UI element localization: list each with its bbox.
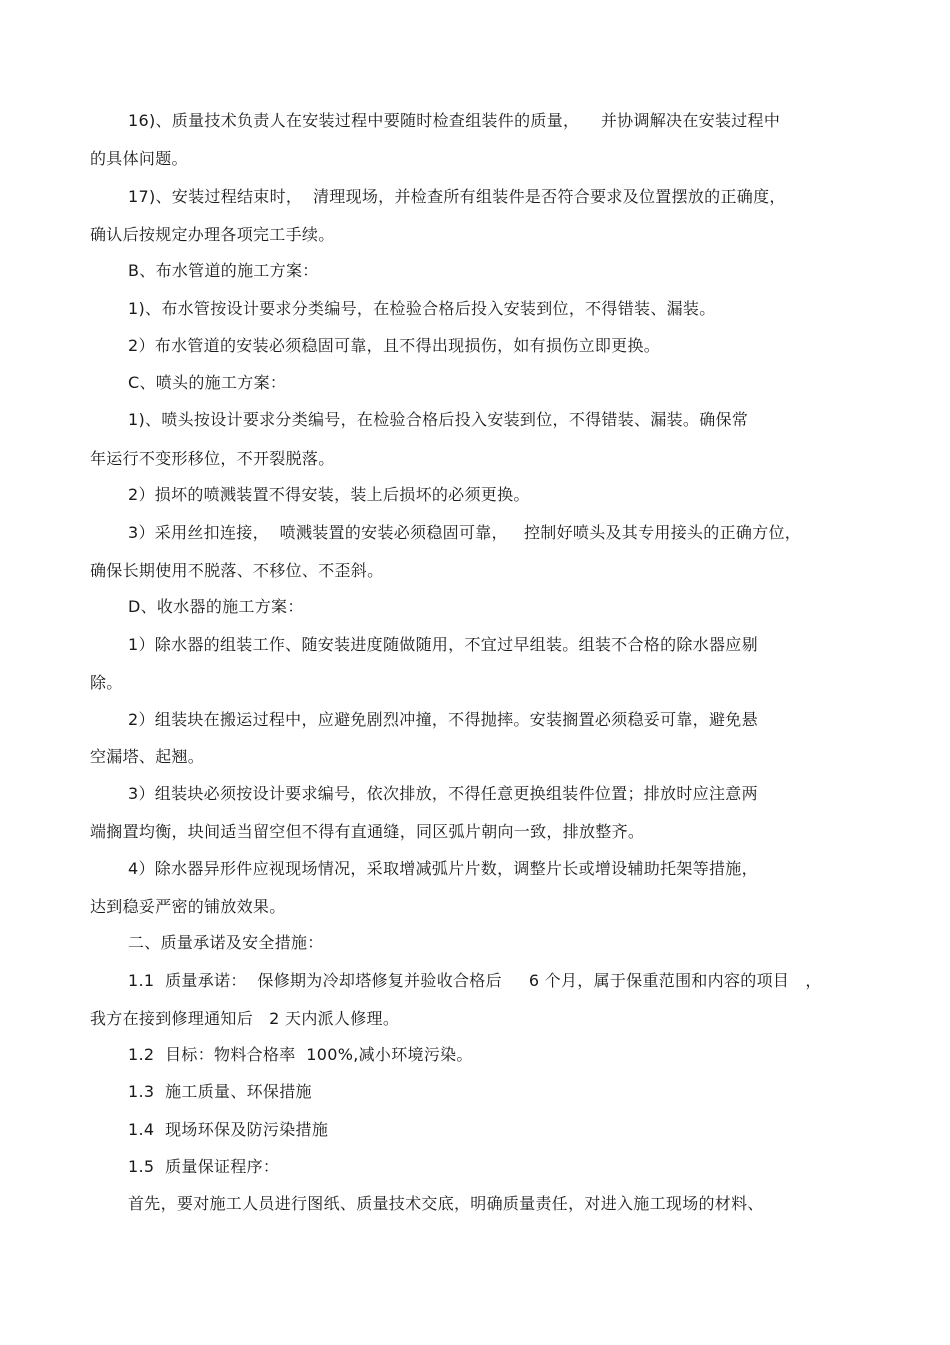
section-heading: D、收水器的施工方案： bbox=[128, 597, 304, 616]
paragraph-line: 我方在接到修理通知后 2 天内派人修理。 bbox=[90, 1009, 400, 1028]
paragraph-line: 1)、喷头按设计要求分类编号，在检验合格后投入安装到位，不得错装、漏装。确保常 bbox=[128, 410, 749, 429]
paragraph-line: 确保长期使用不脱落、不移位、不歪斜。 bbox=[90, 561, 384, 580]
paragraph-line: 1.1 质量承诺： 保修期为冷却塔修复并验收合格后 6 个月，属于保重范围和内容的项目 ， bbox=[128, 971, 822, 990]
paragraph-line: 3）采用丝扣连接， 喷溅装置的安装必须稳固可靠， 控制好喷头及其专用接头的正确方位， bbox=[128, 523, 802, 542]
section-heading: B、布水管道的施工方案： bbox=[128, 261, 319, 280]
paragraph-line: 确认后按规定办理各项完工手续。 bbox=[90, 225, 335, 244]
paragraph-line: 2）组装块在搬运过程中，应避免剧烈冲撞，不得抛摔。安装搁置必须稳妥可靠，避免悬 bbox=[128, 710, 758, 729]
paragraph-line: 2）布水管道的安装必须稳固可靠，且不得出现损伤，如有损伤立即更换。 bbox=[128, 336, 661, 355]
paragraph-line: 17)、安装过程结束时， 清理现场，并检查所有组装件是否符合要求及位置摆放的正确度， bbox=[128, 187, 786, 206]
paragraph-line: 除。 bbox=[90, 673, 123, 692]
paragraph-line: 3）组装块必须按设计要求编号，依次排放，不得任意更换组装件位置；排放时应注意两 bbox=[128, 784, 758, 803]
paragraph-line: 空漏塔、起翘。 bbox=[90, 747, 205, 766]
paragraph-line: 1.5 质量保证程序： bbox=[128, 1157, 280, 1176]
paragraph-line: 达到稳妥严密的铺放效果。 bbox=[90, 897, 286, 916]
paragraph-line: 1.2 目标：物料合格率 100%,减小环境污染。 bbox=[128, 1045, 473, 1064]
paragraph-line: 1)、布水管按设计要求分类编号，在检验合格后投入安装到位，不得错装、漏装。 bbox=[128, 299, 716, 318]
paragraph-line: 1）除水器的组装工作、随安装进度随做随用，不宜过早组装。组装不合格的除水器应剔 bbox=[128, 635, 758, 654]
paragraph-line: 端搁置均衡，块间适当留空但不得有直通缝，同区弧片朝向一致，排放整齐。 bbox=[90, 822, 645, 841]
paragraph-line: 首先，要对施工人员进行图纸、质量技术交底，明确质量责任，对进入施工现场的材料、 bbox=[128, 1194, 764, 1213]
paragraph-line: 的具体问题。 bbox=[90, 149, 188, 168]
section-heading: C、喷头的施工方案： bbox=[128, 373, 287, 392]
paragraph-line: 年运行不变形移位，不开裂脱落。 bbox=[90, 449, 335, 468]
paragraph-line: 2）损坏的喷溅装置不得安装，装上后损坏的必须更换。 bbox=[128, 485, 530, 504]
section-heading: 二、质量承诺及安全措施： bbox=[128, 933, 324, 952]
paragraph-line: 4）除水器异形件应视现场情况，采取增减弧片片数，调整片长或增设辅助托架等措施， bbox=[128, 859, 758, 878]
paragraph-line: 16)、质量技术负责人在安装过程中要随时检查组装件的质量， 并协调解决在安装过程中 bbox=[128, 111, 781, 130]
paragraph-line: 1.3 施工质量、环保措施 bbox=[128, 1082, 312, 1101]
paragraph-line: 1.4 现场环保及防污染措施 bbox=[128, 1120, 329, 1139]
